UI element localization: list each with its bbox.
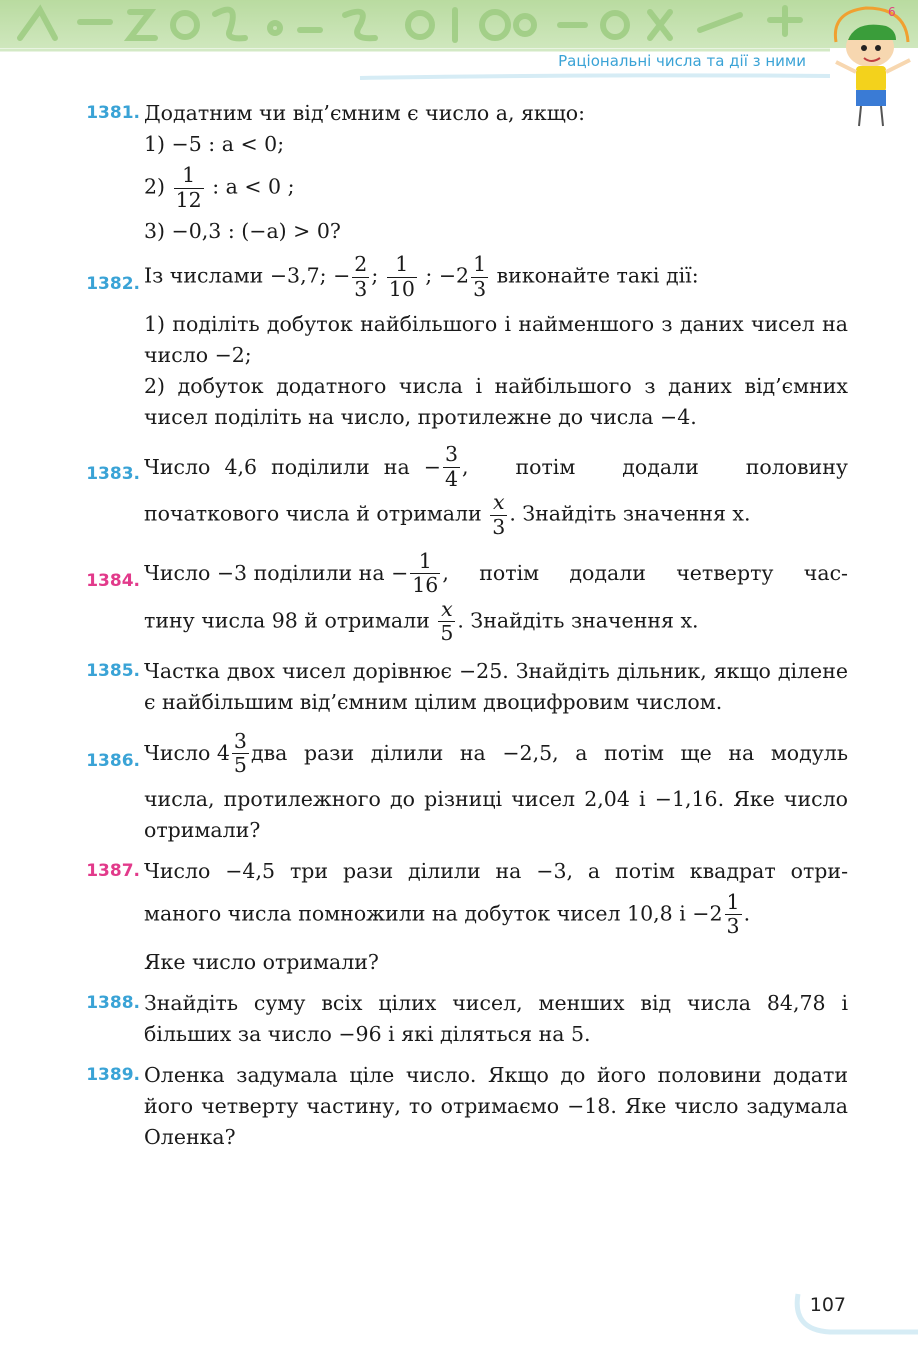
line-2: маного числа помножили на добуток чисел 10,8 і −2 $\frac{1}{3}$ .	[144, 889, 751, 939]
fraction: $\frac{3}{5}$	[233, 728, 247, 778]
problem-text: Знайдіть суму всіх цілих чисел, менших від числа 84,78 і більших за число −96 і які діляться на 5.	[144, 991, 848, 1046]
fraction: $\frac{1}{3}$	[473, 252, 487, 301]
svg-text:6: 6	[888, 5, 896, 19]
fraction: $\frac{x}{3}$	[492, 490, 506, 539]
problem-number: 1383.	[86, 464, 140, 485]
problem-1382	[78, 253, 848, 433]
problem-number: 1381.	[86, 103, 140, 123]
subitem-2: 2) $\frac{1}{12}$ : a < 0 ;	[144, 163, 295, 212]
problem-number: 1384.	[86, 570, 140, 591]
line-2: тину числа 98 й отримали $\frac{x}{5}$ . Знайдіть значення x.	[144, 596, 699, 646]
problem-1387	[78, 856, 848, 978]
subitem-1: 1) −5 : а < 0;	[144, 132, 285, 156]
subtask-2: 2) добуток додатного числа і найбільшого з даних від’ємних чисел поділіть на число, протилежне до числа −4.	[144, 374, 848, 430]
problem-text: Додатним чи від’ємним є число а, якщо:	[144, 101, 586, 125]
problem-1381	[78, 98, 848, 247]
subitem-3: 3) −0,3 : (−а) > 0?	[144, 219, 341, 244]
problem-1384	[78, 550, 848, 646]
line-1: Число −3 поділили на − $\frac{1}{16}$ , потім додали четверту час-	[144, 548, 848, 598]
problem-1385	[78, 656, 848, 718]
chapter-title: Раціональні числа та дії з ними	[558, 52, 806, 70]
fraction: $\frac{1}{16}$	[412, 548, 439, 598]
problem-1388	[78, 988, 848, 1050]
fraction: $\frac{1}{10}$	[388, 252, 415, 301]
math-doodles-decoration	[0, 0, 840, 48]
subtask-1: 1) поділіть добуток найбільшого і найменшого з даних чисел на число −2;	[144, 312, 848, 368]
problem-number: 1389.	[86, 1065, 140, 1085]
problem-intro: Із числами −3,7; − $\frac{2}{3}$ ; $\frac{1}{10}$ ; −2 $\frac{1}{3}$ виконайте такі дії:	[144, 252, 699, 301]
line-1: Число 4,6 поділили на − $\frac{3}{4}$ , потім додали половину	[144, 442, 848, 491]
top-decorative-band	[0, 0, 918, 48]
fraction: $\frac{1}{3}$	[726, 889, 740, 939]
line-1: Число 4 $\frac{3}{5}$ два рази ділили на −2,5, а потім ще на модуль	[144, 728, 848, 778]
fraction: $\frac{3}{4}$	[444, 442, 458, 491]
problem-1383	[78, 443, 848, 539]
problem-number: 1387.	[86, 860, 140, 881]
line-1: Число −4,5 три рази ділили на −3, а потім квадрат отри-	[144, 858, 848, 883]
problem-number: 1385.	[86, 660, 140, 681]
problem-text: Частка двох чисел дорівнює −25. Знайдіть дільник, якщо ділене є найбільшим від’ємним цілим двоцифровим числом.	[144, 658, 848, 714]
line-2: початкового числа й отримали $\frac{x}{3}$ . Знайдіть значення x.	[144, 490, 751, 539]
fraction: $\frac{2}{3}$	[354, 252, 368, 301]
problem-number: 1388.	[86, 993, 140, 1013]
problem-text: Оленка задумала ціле число. Якщо до його половини додати його четверту частину, то отримаємо −18. Яке число задумала Оленка?	[144, 1063, 848, 1149]
fraction: $\frac{1}{12}$	[175, 163, 202, 212]
fraction: $\frac{x}{5}$	[440, 596, 454, 646]
problem-1386	[78, 730, 848, 846]
problem-number: 1386.	[86, 750, 140, 771]
problem-text-rest: числа, протилежного до різниці чисел 2,04 і −1,16. Яке число отримали?	[144, 786, 848, 842]
line-3: Яке число отримали?	[144, 950, 379, 974]
page-number: 107	[809, 1294, 846, 1316]
problem-number: 1382.	[86, 274, 140, 295]
exercise-list	[78, 98, 848, 1153]
problem-1389	[78, 1060, 848, 1153]
